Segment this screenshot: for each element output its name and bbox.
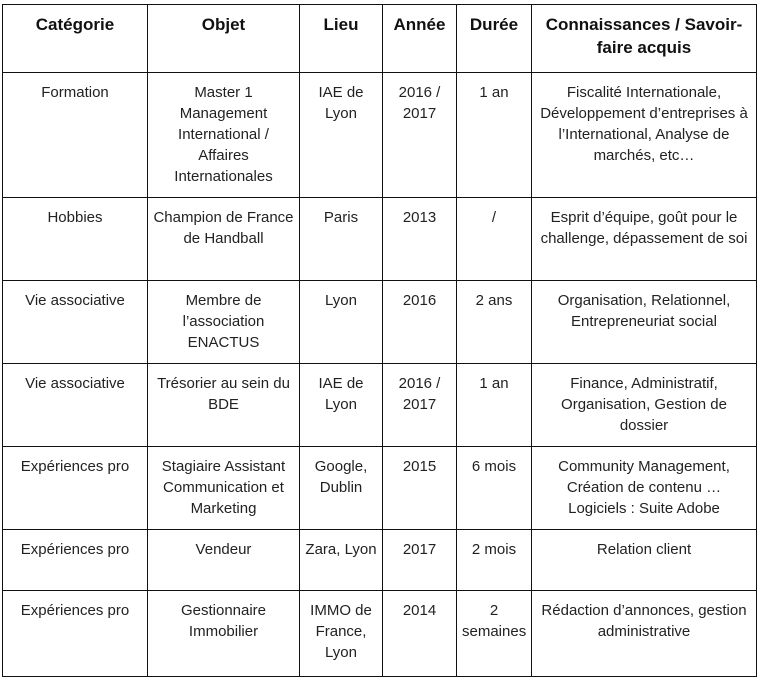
header-year: Année	[383, 5, 457, 73]
header-object: Objet	[148, 5, 300, 73]
cell-object: Stagiaire Assistant Communication et Marketing	[148, 447, 300, 530]
cell-duration: 1 an	[457, 364, 532, 447]
cell-duration: 1 an	[457, 73, 532, 198]
cell-skills: Relation client	[532, 530, 757, 591]
cell-object: Membre de l’association ENACTUS	[148, 281, 300, 364]
cell-object: Champion de France de Handball	[148, 198, 300, 281]
cell-place: IAE de Lyon	[300, 73, 383, 198]
cell-duration: 2 ans	[457, 281, 532, 364]
cell-skills: Finance, Administratif, Organisation, Gestion de dossier	[532, 364, 757, 447]
table-header-row	[3, 5, 757, 73]
header-category: Catégorie	[3, 5, 148, 73]
header-skills: Connaissances / Savoir-faire acquis	[532, 5, 757, 73]
cell-object: Gestionnaire Immobilier	[148, 591, 300, 677]
cell-category: Vie associative	[3, 281, 148, 364]
cell-year: 2016 / 2017	[383, 364, 457, 447]
cell-category: Expériences pro	[3, 530, 148, 591]
cell-skills: Fiscalité Internationale, Développement d’entreprises à l’International, Analyse de marchés, etc…	[532, 73, 757, 198]
header-place: Lieu	[300, 5, 383, 73]
cell-category: Formation	[3, 73, 148, 198]
cell-year: 2014	[383, 591, 457, 677]
table-row	[3, 530, 757, 591]
table-row	[3, 198, 757, 281]
table-row	[3, 447, 757, 530]
cell-duration: 6 mois	[457, 447, 532, 530]
cell-skills: Community Management, Création de contenu … Logiciels : Suite Adobe	[532, 447, 757, 530]
cv-table	[2, 4, 757, 677]
cell-year: 2016 / 2017	[383, 73, 457, 198]
cell-skills: Organisation, Relationnel, Entrepreneuriat social	[532, 281, 757, 364]
cell-object: Trésorier au sein du BDE	[148, 364, 300, 447]
cell-duration: 2 semaines	[457, 591, 532, 677]
cell-place: Lyon	[300, 281, 383, 364]
cell-year: 2013	[383, 198, 457, 281]
cell-object: Vendeur	[148, 530, 300, 591]
cell-category: Expériences pro	[3, 591, 148, 677]
cell-duration: /	[457, 198, 532, 281]
cell-category: Expériences pro	[3, 447, 148, 530]
cell-skills: Rédaction d’annonces, gestion administrative	[532, 591, 757, 677]
cell-place: Zara, Lyon	[300, 530, 383, 591]
cell-category: Hobbies	[3, 198, 148, 281]
cell-place: IAE de Lyon	[300, 364, 383, 447]
cell-object: Master 1 Management International / Affaires Internationales	[148, 73, 300, 198]
cell-duration: 2 mois	[457, 530, 532, 591]
cell-place: Google, Dublin	[300, 447, 383, 530]
cell-year: 2016	[383, 281, 457, 364]
cell-skills: Esprit d’équipe, goût pour le challenge, dépassement de soi	[532, 198, 757, 281]
cell-year: 2015	[383, 447, 457, 530]
cell-category: Vie associative	[3, 364, 148, 447]
table-row	[3, 73, 757, 198]
cell-place: IMMO de France, Lyon	[300, 591, 383, 677]
table-row	[3, 364, 757, 447]
header-duration: Durée	[457, 5, 532, 73]
table-row	[3, 591, 757, 677]
cell-year: 2017	[383, 530, 457, 591]
table-row	[3, 281, 757, 364]
cell-place: Paris	[300, 198, 383, 281]
